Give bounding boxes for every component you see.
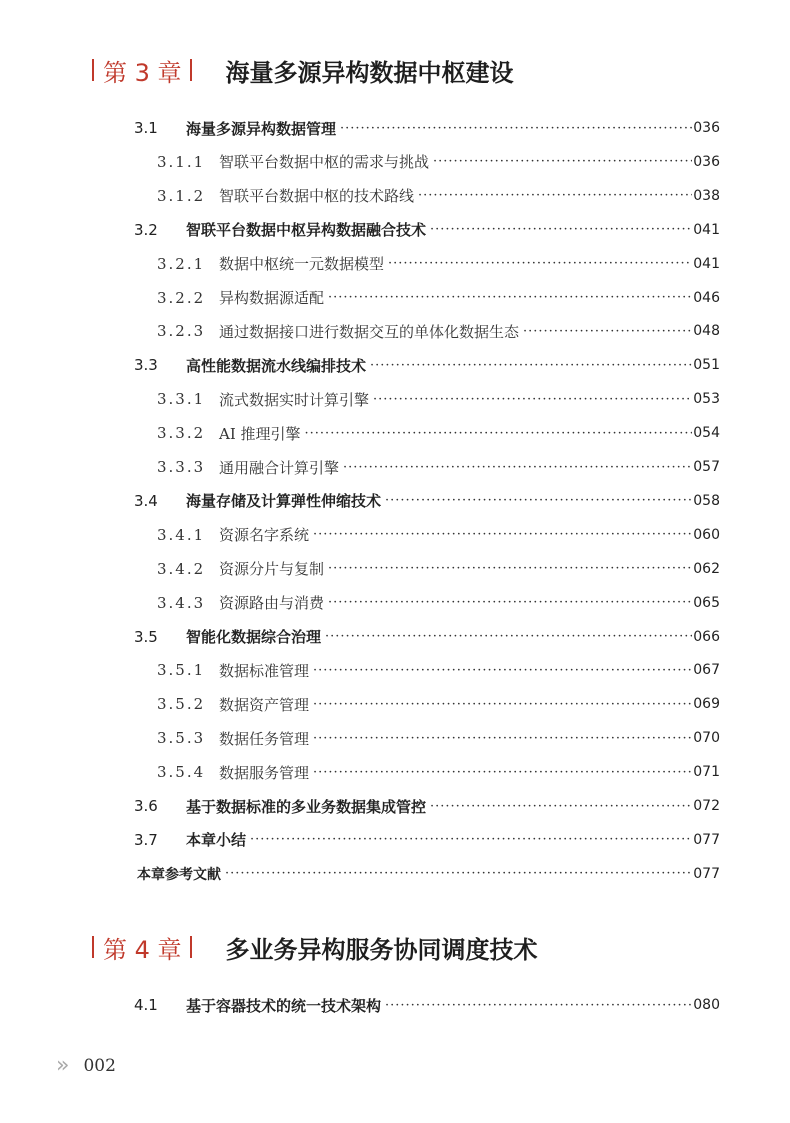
toc-entry-title: 智联平台数据中枢的技术路线 bbox=[219, 187, 415, 206]
toc-entry-page: 051 bbox=[693, 357, 720, 374]
dot-leader bbox=[433, 145, 692, 179]
toc-entry-number: 3.4.3 bbox=[157, 593, 206, 612]
toc-entry-title: 异构数据源适配 bbox=[219, 289, 325, 307]
toc-entry-title: 数据标准管理 bbox=[219, 661, 310, 680]
toc-entry[interactable] bbox=[0, 111, 790, 145]
chapter-4-header bbox=[92, 927, 538, 967]
toc-entry[interactable] bbox=[0, 789, 790, 823]
toc-entry[interactable] bbox=[0, 179, 790, 213]
toc-entry-number: 3.3.3 bbox=[157, 458, 206, 476]
dot-leader bbox=[340, 111, 692, 145]
dot-leader bbox=[328, 552, 692, 586]
toc-entry-number: 3.2.3 bbox=[157, 322, 206, 341]
dot-leader bbox=[225, 857, 692, 891]
toc-entry-number: 3.4.2 bbox=[157, 559, 206, 578]
toc-entry-title: 智联平台数据中枢异构数据融合技术 bbox=[186, 221, 427, 240]
dot-leader bbox=[328, 586, 692, 620]
toc-entry-title: 基于数据标准的多业务数据集成管控 bbox=[186, 797, 427, 816]
toc-entry-page: 067 bbox=[693, 662, 720, 679]
toc-entry[interactable] bbox=[0, 755, 790, 789]
toc-entry-title: 数据中枢统一元数据模型 bbox=[219, 255, 385, 274]
toc-entry-title: 数据服务管理 bbox=[219, 763, 310, 782]
toc-entry-number: 3.6 bbox=[134, 797, 158, 815]
dot-leader bbox=[313, 755, 692, 789]
chapter-label: 第 4 章 bbox=[103, 935, 182, 964]
toc-entry[interactable] bbox=[0, 145, 790, 179]
toc-entry[interactable] bbox=[0, 484, 790, 518]
toc-entry[interactable] bbox=[0, 348, 790, 382]
toc-entry[interactable] bbox=[0, 416, 790, 450]
toc-entry-page: 060 bbox=[693, 526, 720, 543]
dot-leader bbox=[388, 247, 692, 281]
dot-leader bbox=[343, 450, 692, 484]
page-footer bbox=[56, 1053, 116, 1078]
toc-entry[interactable] bbox=[0, 687, 790, 721]
toc-entry[interactable] bbox=[0, 586, 790, 620]
toc-entry-page: 072 bbox=[693, 798, 720, 814]
toc-entry-page: 041 bbox=[693, 221, 720, 238]
toc-entry-page: 053 bbox=[693, 391, 720, 408]
toc-entry-page: 062 bbox=[693, 560, 720, 577]
toc-entry-number: 3.2 bbox=[134, 220, 158, 239]
dot-leader bbox=[325, 620, 692, 654]
toc-entry-page: 038 bbox=[693, 187, 720, 204]
toc-entry-number: 3.5.3 bbox=[157, 729, 206, 748]
toc-entry-title: 通过数据接口进行数据交互的单体化数据生态 bbox=[219, 322, 520, 341]
toc-entry-page: 058 bbox=[693, 492, 720, 509]
toc-entry-number: 3.7 bbox=[134, 830, 158, 849]
toc-entry-page: 036 bbox=[693, 120, 720, 136]
toc-entry-number: 3.1.1 bbox=[157, 152, 206, 171]
toc-entry-page: 070 bbox=[693, 730, 720, 747]
toc-entry-title: 数据资产管理 bbox=[219, 695, 310, 714]
double-chevron-icon: » bbox=[56, 1053, 66, 1078]
toc-entry[interactable] bbox=[0, 653, 790, 687]
chapter-bar-right bbox=[190, 936, 192, 958]
toc-entry[interactable] bbox=[0, 721, 790, 755]
toc-entry-page: 069 bbox=[693, 696, 720, 713]
toc-entry-number: 3.5.1 bbox=[157, 661, 206, 680]
toc-entry-number: 3.3 bbox=[134, 356, 158, 375]
dot-leader bbox=[313, 721, 692, 755]
toc-entry-number: 3.1 bbox=[134, 119, 158, 137]
toc-entry-title: AI 推理引擎 bbox=[219, 424, 301, 443]
toc-entry-title: 智联平台数据中枢的需求与挑战 bbox=[219, 153, 430, 172]
toc-entry-number: 3.2.2 bbox=[157, 288, 206, 307]
toc-entry-number: 3.5.2 bbox=[157, 695, 206, 714]
toc-entry-title: 本章参考文献 bbox=[137, 866, 221, 883]
toc-entry-number: 3.3.2 bbox=[157, 424, 206, 443]
toc-entry[interactable] bbox=[0, 988, 790, 1022]
chapter-title: 多业务异构服务协同调度技术 bbox=[225, 935, 538, 964]
dot-leader bbox=[305, 416, 692, 450]
toc-entry-title: 智能化数据综合治理 bbox=[186, 628, 322, 646]
toc-entry-page: 071 bbox=[693, 764, 720, 781]
toc-entry[interactable] bbox=[0, 857, 790, 891]
toc-entry-number: 3.4.1 bbox=[157, 525, 206, 544]
toc-entry-title: 资源路由与消费 bbox=[219, 594, 325, 613]
toc-entry-title: 基于容器技术的统一技术架构 bbox=[186, 996, 382, 1015]
toc-entry-page: 054 bbox=[693, 425, 720, 442]
dot-leader bbox=[328, 281, 692, 315]
toc-entry-title: 高性能数据流水线编排技术 bbox=[186, 356, 367, 375]
toc-entry[interactable] bbox=[0, 247, 790, 281]
toc-entry-title: 数据任务管理 bbox=[219, 729, 310, 748]
chapter-label: 第 3 章 bbox=[103, 58, 182, 87]
dot-leader bbox=[373, 382, 692, 416]
toc-entry[interactable] bbox=[0, 518, 790, 552]
toc-entry-page: 041 bbox=[693, 255, 720, 272]
toc-entry-page: 048 bbox=[693, 323, 720, 340]
toc-entry-title: 本章小结 bbox=[186, 831, 247, 850]
chapter-bar-right bbox=[190, 59, 192, 81]
toc-entry-number: 3.2.1 bbox=[157, 254, 206, 273]
toc-entry[interactable] bbox=[0, 213, 790, 247]
toc-entry[interactable] bbox=[0, 620, 790, 654]
chapter-title: 海量多源异构数据中枢建设 bbox=[225, 58, 514, 87]
page-number: 002 bbox=[83, 1055, 116, 1076]
toc-entry[interactable] bbox=[0, 281, 790, 315]
toc-entry-number: 3.5.4 bbox=[157, 763, 206, 782]
toc-entry-title: 流式数据实时计算引擎 bbox=[219, 390, 370, 409]
toc-entry-page: 046 bbox=[693, 289, 720, 306]
toc-entry-number: 3.3.1 bbox=[157, 390, 206, 409]
dot-leader bbox=[418, 179, 692, 213]
toc-entry[interactable] bbox=[0, 314, 790, 348]
dot-leader bbox=[430, 789, 692, 823]
dot-leader bbox=[385, 988, 692, 1022]
toc-entry-page: 065 bbox=[693, 594, 720, 611]
toc-entry-title: 海量多源异构数据管理 bbox=[186, 119, 337, 138]
dot-leader bbox=[370, 348, 692, 382]
toc-entry-title: 通用融合计算引擎 bbox=[219, 458, 340, 477]
chapter-bar-left bbox=[92, 59, 94, 81]
toc-entry-page: 077 bbox=[693, 865, 720, 882]
chapter-3-header bbox=[92, 50, 514, 90]
toc-entry[interactable] bbox=[0, 823, 790, 857]
toc-entry-number: 3.5 bbox=[134, 627, 158, 646]
toc-entry[interactable] bbox=[0, 382, 790, 416]
chapter-bar-left bbox=[92, 936, 94, 958]
dot-leader bbox=[250, 823, 692, 857]
dot-leader bbox=[385, 484, 692, 518]
toc-entry[interactable] bbox=[0, 450, 790, 484]
toc-entry-page: 057 bbox=[693, 459, 720, 475]
toc-entry-title: 资源名字系统 bbox=[219, 526, 310, 545]
toc-entry-page: 036 bbox=[693, 153, 720, 170]
toc-entry-page: 080 bbox=[693, 997, 720, 1013]
toc-entry-number: 4.1 bbox=[134, 996, 158, 1014]
dot-leader bbox=[313, 518, 692, 552]
toc-entry-page: 077 bbox=[693, 831, 720, 848]
dot-leader bbox=[313, 687, 692, 721]
dot-leader bbox=[523, 314, 692, 348]
toc-entry[interactable] bbox=[0, 552, 790, 586]
toc-entry-title: 海量存储及计算弹性伸缩技术 bbox=[186, 492, 382, 511]
dot-leader bbox=[313, 653, 692, 687]
dot-leader bbox=[430, 213, 692, 247]
toc-entry-page: 066 bbox=[693, 628, 720, 645]
toc-entry-title: 资源分片与复制 bbox=[219, 560, 325, 579]
toc-entry-number: 3.4 bbox=[134, 491, 158, 510]
toc-entry-number: 3.1.2 bbox=[157, 186, 206, 205]
